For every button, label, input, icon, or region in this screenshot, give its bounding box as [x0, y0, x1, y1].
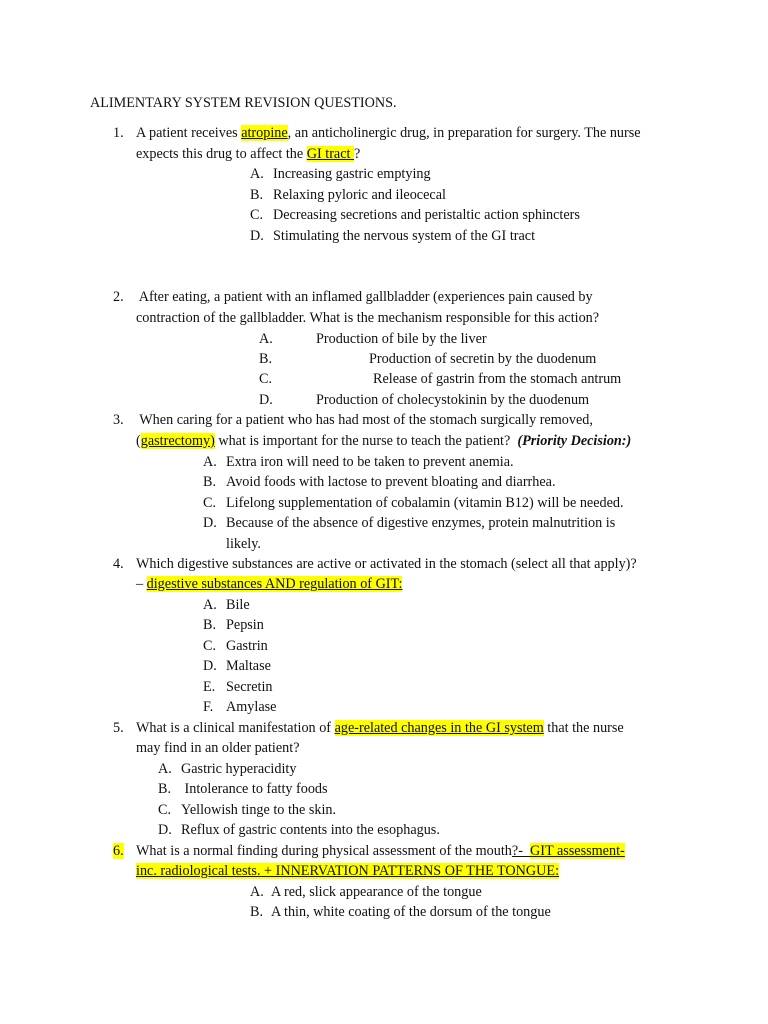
question-text [136, 861, 559, 881]
option-text: A red, slick appearance of the tongue [271, 884, 482, 900]
question-number: 5. [113, 720, 124, 736]
option-letter: D. [158, 822, 172, 838]
option-text: Increasing gastric emptying [273, 166, 431, 182]
question-number: 3. [113, 412, 124, 428]
option-text: Because of the absence of digestive enzymes, protein malnutrition is [226, 515, 616, 531]
question-text: expects this drug to affect the GI tract ? [136, 146, 361, 162]
question-text: – digestive substances AND regulation of GIT: [136, 576, 403, 592]
option-text: Maltase [226, 658, 271, 674]
document-title: ALIMENTARY SYSTEM REVISION QUESTIONS. [90, 95, 397, 111]
option-text-continued: likely. [226, 536, 261, 552]
option-text: Decreasing secretions and peristaltic action sphincters [273, 207, 580, 223]
option-text: Pepsin [226, 617, 264, 633]
option-letter: E. [203, 679, 216, 695]
question-text: What is a clinical manifestation of age-related changes in the GI system that the nurse [136, 720, 624, 736]
option-text: Yellowish tinge to the skin. [181, 802, 337, 818]
highlighted-term: inc. radiological tests. + INNERVATION PATTERNS OF THE TONGUE: [136, 863, 560, 879]
option-text: Production of bile by the liver [316, 331, 487, 347]
option-letter: C. [203, 638, 217, 654]
option-text: Avoid foods with lactose to prevent bloating and diarrhea. [226, 474, 556, 490]
option-text: Relaxing pyloric and ileocecal [273, 187, 446, 203]
option-letter: B. [250, 187, 264, 203]
option-letter: A. [250, 166, 264, 182]
option-text: Gastrin [226, 638, 268, 654]
option-text: Extra iron will need to be taken to prevent anemia. [226, 454, 514, 470]
option-letter: A. [259, 331, 273, 347]
option-text: Amylase [226, 699, 277, 715]
question-text: Which digestive substances are active or activated in the stomach (select all that apply)? [136, 556, 637, 572]
option-letter: A. [203, 597, 217, 613]
question-text: What is a normal finding during physical assessment of the mouth?- GIT assessment- [136, 843, 625, 859]
option-letter: B. [250, 904, 264, 920]
option-letter: A. [158, 761, 172, 777]
option-text: Bile [226, 597, 250, 613]
question-text: contraction of the gallbladder. What is the mechanism responsible for this action? [136, 310, 600, 326]
option-text: A thin, white coating of the dorsum of the tongue [271, 904, 551, 920]
question-text: When caring for a patient who has had most of the stomach surgically removed, [136, 412, 593, 428]
option-letter: C. [250, 207, 264, 223]
highlighted-term: GIT assessment- [530, 843, 625, 859]
option-text: Production of secretin by the duodenum [369, 351, 597, 367]
highlighted-term: GI tract [306, 146, 355, 162]
highlighted-term: atropine [241, 125, 288, 141]
option-letter: C. [203, 495, 217, 511]
highlighted-term: age-related changes in the GI system [334, 720, 544, 736]
option-letter: D. [250, 228, 264, 244]
option-letter: D. [259, 392, 273, 408]
option-letter: B. [158, 781, 172, 797]
question-number: 1. [113, 125, 124, 141]
question-text: After eating, a patient with an inflamed gallbladder (experiences pain caused by [136, 289, 593, 305]
question-number: 6. [113, 843, 124, 859]
priority-decision-label: (Priority Decision:) [517, 433, 632, 449]
option-letter: C. [259, 371, 273, 387]
option-text: Gastric hyperacidity [181, 761, 297, 777]
option-letter: D. [203, 515, 217, 531]
option-letter: A. [203, 454, 217, 470]
option-text: Lifelong supplementation of cobalamin (vitamin B12) will be needed. [226, 495, 624, 511]
question-text: A patient receives atropine, an anticholinergic drug, in preparation for surgery. The nurse [136, 125, 641, 141]
option-text: Intolerance to fatty foods [181, 781, 328, 797]
question-number: 4. [113, 556, 124, 572]
option-letter: B. [203, 617, 217, 633]
option-letter: B. [203, 474, 217, 490]
highlighted-term: gastrectomy) [140, 433, 215, 449]
highlighted-term: digestive substances AND regulation of GIT: [146, 576, 403, 592]
option-text: Production of cholecystokinin by the duodenum [316, 392, 590, 408]
option-text: Reflux of gastric contents into the esophagus. [181, 822, 440, 838]
option-text: Secretin [226, 679, 273, 695]
option-letter: A. [250, 884, 264, 900]
option-letter: B. [259, 351, 273, 367]
question-text: may find in an older patient? [136, 740, 300, 756]
option-text: Release of gastrin from the stomach antrum [373, 371, 622, 387]
option-text: Stimulating the nervous system of the GI tract [273, 228, 536, 244]
question-text: (gastrectomy) what is important for the nurse to teach the patient? (Priority Decision:) [136, 433, 632, 449]
option-letter: C. [158, 802, 172, 818]
option-letter: F. [203, 699, 214, 715]
question-number: 2. [113, 289, 124, 305]
option-letter: D. [203, 658, 217, 674]
